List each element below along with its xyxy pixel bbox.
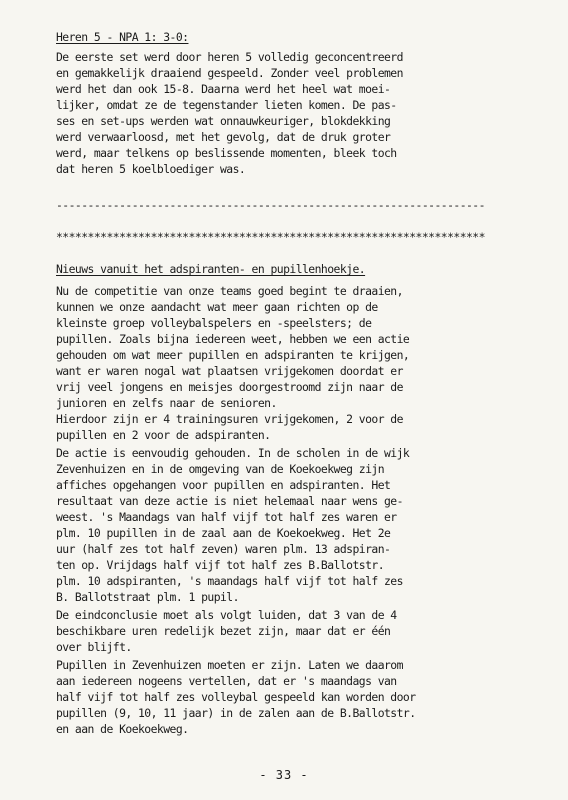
star-divider: ********************************************************************: [56, 230, 485, 244]
paragraph-line: ten op. Vrijdags half vijf tot half zes B.Ballotstr.: [56, 558, 385, 572]
paragraph-line: gehouden om wat meer pupillen en adspiranten te krijgen,: [56, 348, 410, 362]
paragraph-line: half vijf tot half zes volleybal gespeeld kan worden door: [56, 690, 416, 704]
paragraph-line: De eindconclusie moet als volgt luiden, dat 3 van de 4: [56, 608, 397, 622]
paragraph-line: Pupillen in Zevenhuizen moeten er zijn. Laten we daarom: [56, 658, 403, 672]
paragraph-line: kunnen we onze aandacht wat meer gaan richten op de: [56, 300, 378, 314]
paragraph-line: De eerste set werd door heren 5 volledig geconcentreerd: [56, 50, 403, 64]
paragraph-line: dat heren 5 koelbloediger was.: [56, 162, 246, 176]
paragraph-line: vrij veel jongens en meisjes doorgestroomd zijn naar de: [56, 380, 403, 394]
paragraph-line: weest. 's Maandags van half vijf tot half zes waren er: [56, 510, 397, 524]
paragraph-line: junioren en zelfs naar de senioren.: [56, 396, 277, 410]
paragraph-line: ses en set-ups werden wat onnauwkeuriger, blokdekking: [56, 114, 391, 128]
page-number: - 33 -: [259, 768, 309, 782]
dashed-divider: --------------------------------------------------------------------: [56, 198, 485, 212]
paragraph-line: pupillen en 2 voor de adspiranten.: [56, 428, 271, 442]
paragraph-line: beschikbare uren redelijk bezet zijn, maar dat er één: [56, 624, 391, 638]
paragraph-line: resultaat van deze actie is niet helemaal naar wens ge-: [56, 494, 403, 508]
paragraph-line: pupillen (9, 10, 11 jaar) in de zalen aan de B.Ballotstr.: [56, 706, 416, 720]
paragraph-line: plm. 10 pupillen in de zaal aan de Koekoekweg. Het 2e: [56, 526, 391, 540]
paragraph-line: lijker, omdat ze de tegenstander lieten komen. De pas-: [56, 98, 397, 112]
paragraph-line: werd het dan ook 15-8. Daarna werd het heel wat moei-: [56, 82, 391, 96]
section-heading-heren5: Heren 5 - NPA 1: 3-0:: [56, 30, 189, 44]
paragraph-line: werd verwaarloosd, met het gevolg, dat de druk groter: [56, 130, 391, 144]
paragraph-line: De actie is eenvoudig gehouden. In de scholen in de wijk: [56, 446, 410, 460]
paragraph-line: pupillen. Zoals bijna iedereen weet, hebben we een actie: [56, 332, 410, 346]
paragraph-line: kleinste groep volleybalspelers en -speelsters; de: [56, 316, 372, 330]
paragraph-line: werd, maar telkens op beslissende momenten, bleek toch: [56, 146, 397, 160]
paragraph-line: en aan de Koekoekweg.: [56, 722, 189, 736]
paragraph-line: aan iedereen nogeens vertellen, dat er 's maandags van: [56, 674, 397, 688]
section-heading-pupillen: Nieuws vanuit het adspiranten- en pupillenhoekje.: [56, 262, 366, 276]
paragraph-line: want er waren nogal wat plaatsen vrijgekomen doordat er: [56, 364, 403, 378]
paragraph-line: Nu de competitie van onze teams goed begint te draaien,: [56, 284, 403, 298]
paragraph-line: B. Ballotstraat plm. 1 pupil.: [56, 590, 239, 604]
paragraph-line: uur (half zes tot half zeven) waren plm. 13 adspiran-: [56, 542, 391, 556]
paragraph-line: en gemakkelijk draaiend gespeeld. Zonder veel problemen: [56, 66, 403, 80]
paragraph-line: affiches opgehangen voor pupillen en adspiranten. Het: [56, 478, 391, 492]
paragraph-line: Hierdoor zijn er 4 trainingsuren vrijgekomen, 2 voor de: [56, 412, 403, 426]
paragraph-line: over blijft.: [56, 640, 132, 654]
paragraph-line: plm. 10 adspiranten, 's maandags half vijf tot half zes: [56, 574, 403, 588]
paragraph-line: Zevenhuizen en in de omgeving van de Koekoekweg zijn: [56, 462, 385, 476]
